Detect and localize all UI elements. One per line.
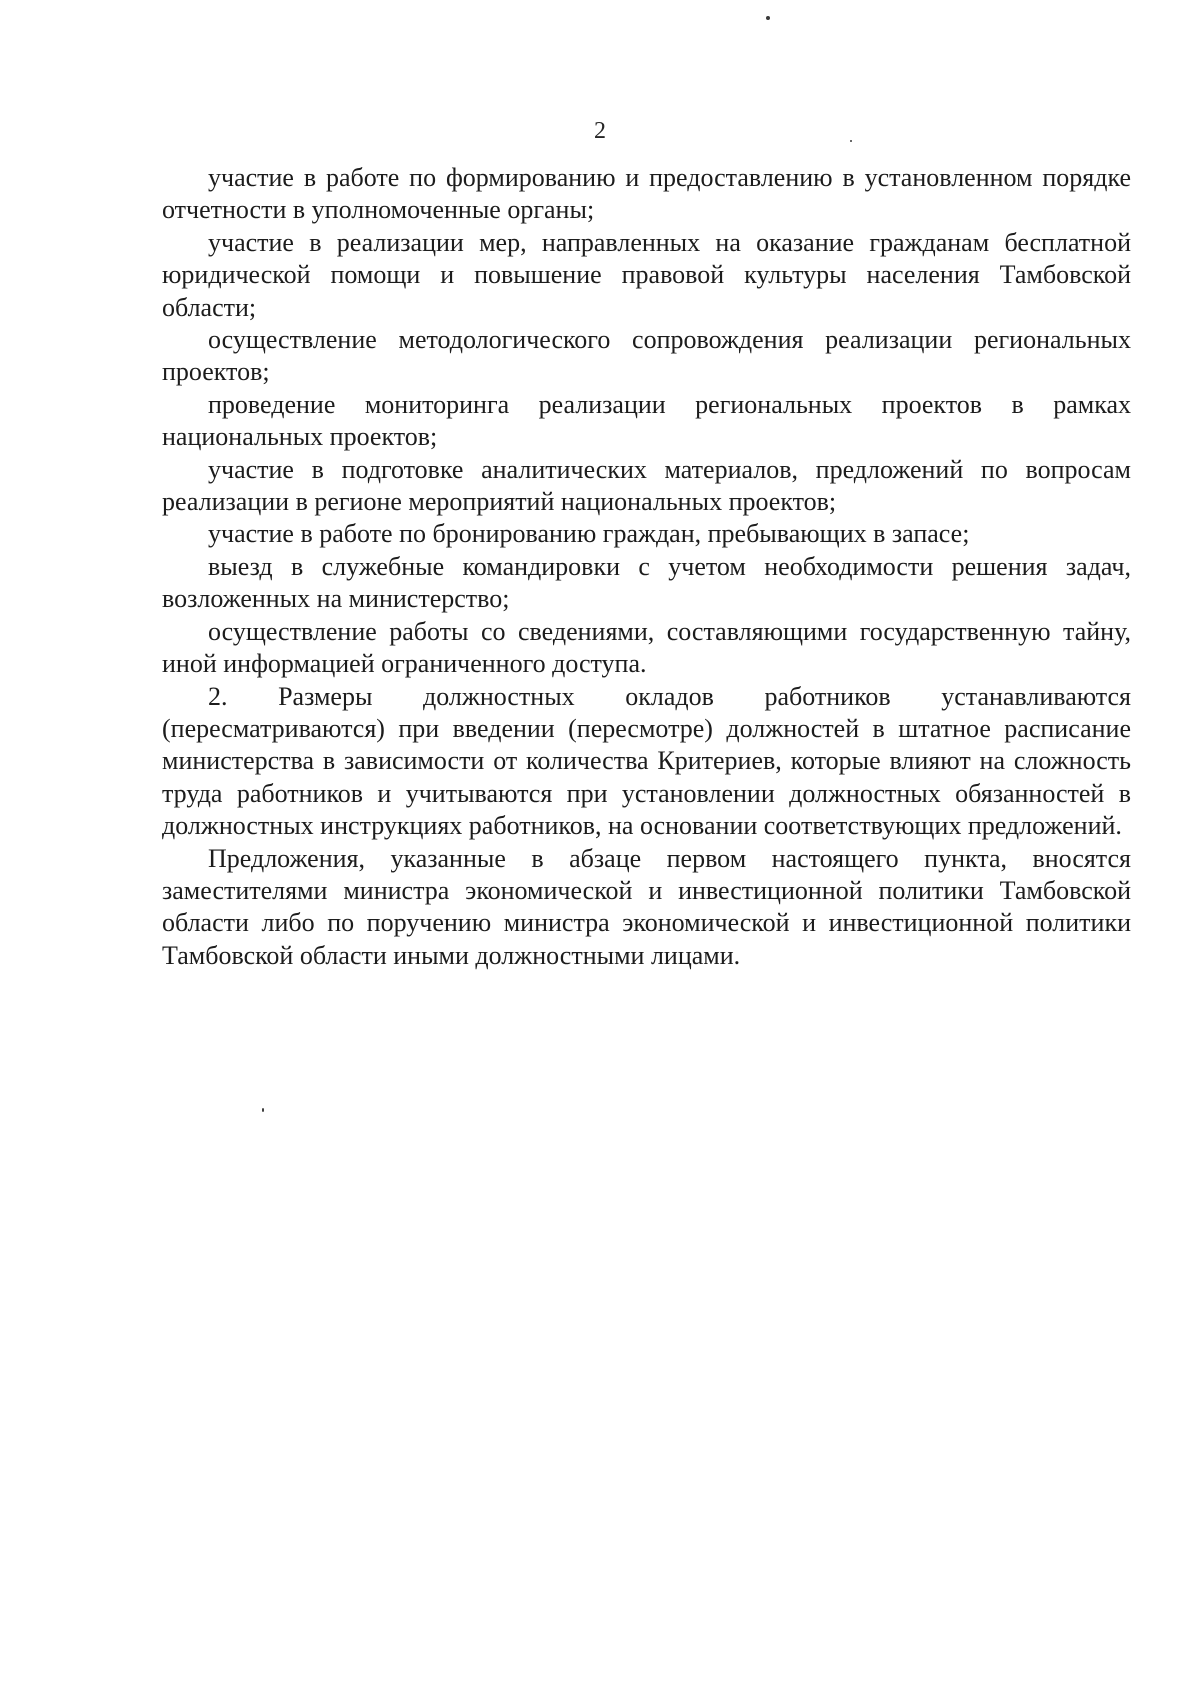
paragraph: Предложения, указанные в абзаце первом настоящего пункта, вносятся заместителями министра экономической и инвестиционной политики Тамбовской области либо по поручению министра экономической и инвестиционной политики Тамбовской области иными должностными лицами. [162,843,1131,970]
paragraph: участие в реализации мер, направленных на оказание гражданам бесплатной юридической помощи и повышение правовой культуры населения Тамбовской области; [162,227,1131,322]
paragraph: выезд в служебные командировки с учетом необходимости решения задач, возложенных на министерство; [162,551,1131,614]
scan-speck [850,140,852,142]
paragraph: участие в работе по бронированию граждан, пребывающих в запасе; [208,519,970,549]
paragraph: проведение мониторинга реализации региональных проектов в рамках национальных проектов; [162,389,1131,452]
scan-speck [766,16,770,20]
paragraph: осуществление работы со сведениями, составляющими государственную тайну, иной информацией ограниченного доступа. [162,616,1131,679]
page-number: 2 [594,118,606,144]
paragraph: осуществление методологического сопровождения реализации региональных проектов; [162,325,1131,387]
document-body [162,162,1131,972]
paragraph: участие в работе по формированию и предоставлению в установленном порядке отчетности в уполномоченные органы; [162,163,1131,225]
scan-speck [262,1108,264,1112]
paragraph: 2. Размеры должностных окладов работников устанавливаются (пересматриваются) при введении (пересмотре) должностей в штатное расписание министерства в зависимости от количества Критериев, которые влияют на сложность труда работников и учитываются при установлении должностных обязанностей в должностных инструкциях работников, на основании соответствующих предложений. [162,681,1131,841]
paragraph: участие в подготовке аналитических материалов, предложений по вопросам реализации в регионе мероприятий национальных проектов; [162,454,1131,517]
